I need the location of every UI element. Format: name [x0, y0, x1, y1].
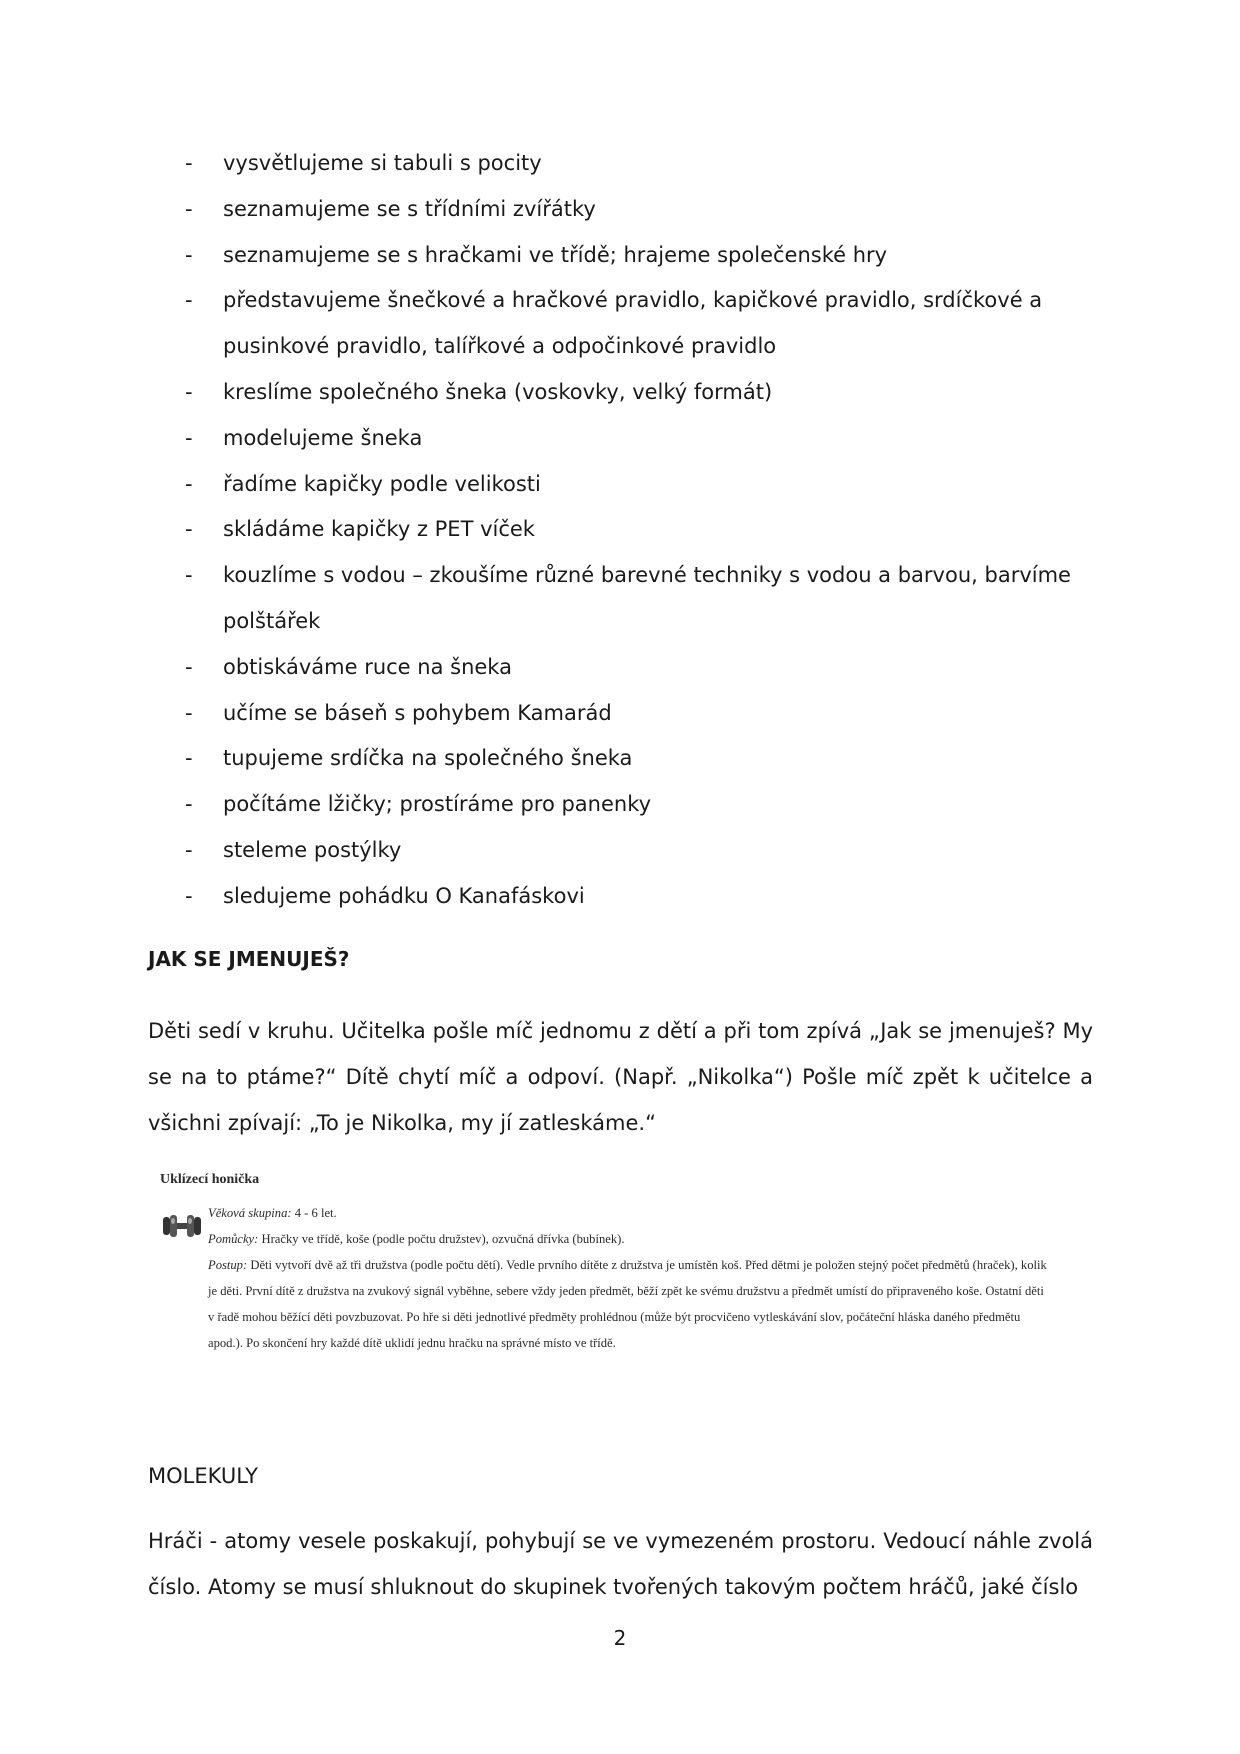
embedded-game-card: [160, 1172, 1050, 1356]
list-item-text: kouzlíme s vodou – zkoušíme různé barevné techniky s vodou a barvou, barvíme polštářek: [223, 563, 1071, 633]
list-item: [185, 507, 1085, 553]
list-item-text: řadíme kapičky podle velikosti: [223, 471, 541, 496]
game-card-procedure-value: Děti vytvoří dvě až tři družstva (podle počtu dětí). Vedle prvního dítěte z družstva je umístěn koš. Před dětmi je položen stejný počet předmětů (hraček), kolik je děti. První dítě z družstva na zvukový signál vyběhne, sebere vždy jeden předmět, běží zpět ke svému družstvu a předmět umístí do připraveného koše. Ostatní děti v řadě mohou běžící děti povzbuzovat. Po hře si děti jednotlivé předměty prohlédnou (může být procvičeno vytleskávání slov, počáteční hláska daného předmětu apod.). Po skončení hry každé dítě uklidí jednu hračku na správné místo ve třídě.: [208, 1258, 1047, 1350]
bullet-dash: -: [185, 471, 193, 496]
list-item: [185, 233, 1085, 279]
game-card-procedure: [208, 1252, 1050, 1356]
section-heading-molekuly: MOLEKULY: [148, 1464, 258, 1488]
bullet-dash: -: [185, 883, 193, 908]
bullet-dash: -: [185, 379, 193, 404]
list-item: [185, 278, 1085, 370]
game-card-age-value: 4 - 6 let.: [294, 1206, 337, 1220]
game-card-title: Uklízecí honička: [160, 1172, 260, 1187]
list-item-text: seznamujeme se s hračkami ve třídě; hrajeme společenské hry: [223, 242, 888, 267]
bullet-dash: -: [185, 700, 193, 725]
bullet-dash: -: [185, 425, 193, 450]
list-item-text: obtiskáváme ruce na šneka: [223, 654, 512, 679]
bullet-dash: -: [185, 563, 193, 588]
list-item: [185, 553, 1085, 645]
game-card-aids-label: Pomůcky:: [208, 1232, 259, 1246]
list-item: [185, 141, 1085, 187]
bullet-dash: -: [185, 517, 193, 542]
section-paragraph-molekuly: Hráči - atomy vesele poskakují, pohybují se ve vymezeném prostoru. Vedoucí náhle zvolá číslo. Atomy se musí shluknout do skupinek tvořených takovým počtem hráčů, jaké číslo: [148, 1529, 1093, 1599]
list-item: [185, 462, 1085, 508]
list-item: [185, 874, 1085, 920]
game-card-procedure-label: Postup:: [208, 1258, 248, 1272]
activity-list: [185, 141, 1085, 920]
list-item-text: počítáme lžičky; prostíráme pro panenky: [223, 792, 652, 817]
list-item-text: vysvětlujeme si tabuli s pocity: [223, 151, 542, 175]
bullet-dash: -: [185, 792, 193, 817]
list-item-text: učíme se báseň s pohybem Kamarád: [223, 700, 612, 725]
bullet-dash: -: [185, 242, 193, 267]
list-item-text: kreslíme společného šneka (voskovky, velký formát): [223, 379, 773, 404]
game-card-aids-value: Hračky ve třídě, koše (podle počtu družstev), ozvučná dřívka (bubínek).: [261, 1232, 625, 1246]
list-item-text: steleme postýlky: [223, 837, 402, 862]
list-item-text: představujeme šnečkové a hračkové pravidlo, kapičkové pravidlo, srdíčkové a pusinkové pravidlo, talířkové a odpočinkové pravidlo: [223, 288, 1043, 359]
list-item: [185, 416, 1085, 462]
game-card-age: [208, 1200, 1050, 1226]
game-card-body: [160, 1200, 1050, 1356]
game-card-aids: [208, 1226, 1050, 1252]
bullet-dash: -: [185, 837, 193, 862]
list-item: [185, 828, 1085, 874]
bullet-dash: -: [185, 288, 193, 313]
list-item: [185, 187, 1085, 233]
list-item: [185, 782, 1085, 828]
list-item-text: seznamujeme se s třídními zvířátky: [223, 196, 596, 221]
bullet-dash: -: [185, 654, 193, 679]
list-item-text: modelujeme šneka: [223, 425, 423, 450]
bullet-dash: -: [185, 746, 193, 771]
section-heading-jak-se-jmenujes: JAK SE JMENUJEŠ?: [148, 947, 350, 971]
list-item: [185, 370, 1085, 416]
list-item: [185, 691, 1085, 737]
dumbbell-icon: [162, 1212, 202, 1240]
list-item: [185, 736, 1085, 782]
list-item-text: tupujeme srdíčka na společného šneka: [223, 746, 633, 771]
list-item-text: sledujeme pohádku O Kanafáskovi: [223, 883, 585, 908]
list-item: [185, 645, 1085, 691]
bullet-dash: -: [185, 151, 193, 175]
game-card-age-label: Věková skupina:: [208, 1206, 292, 1220]
bullet-dash: -: [185, 196, 193, 221]
section-paragraph-jak-se-jmenujes: Děti sedí v kruhu. Učitelka pošle míč jednomu z dětí a při tom zpívá „Jak se jmenuješ? My se na to ptáme?“ Dítě chytí míč a odpoví. (Např. „Nikolka“) Pošle míč zpět k učitelce a všichni zpívají: „To je Nikolka, my jí zatleskáme.“: [148, 1019, 1093, 1135]
list-item-text: skládáme kapičky z PET víček: [223, 517, 535, 542]
page-number: 2: [613, 1626, 627, 1650]
